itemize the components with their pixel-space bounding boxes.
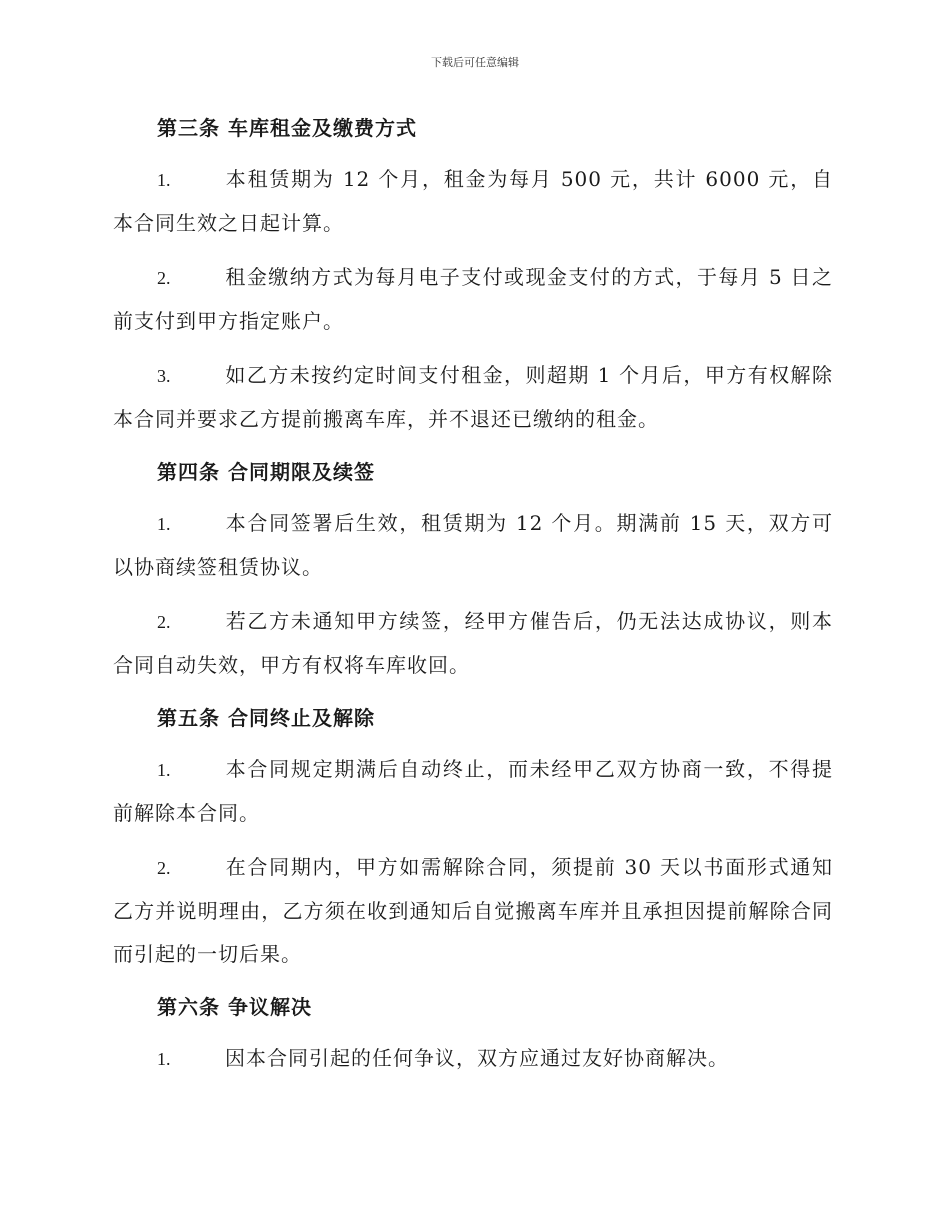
- section-title: 第三条 车库租金及缴费方式: [157, 116, 417, 140]
- clause-text: 本合同签署后生效，租赁期为 12 个月。期满前 15 天，双方可以协商续签租赁协议。: [113, 511, 833, 579]
- section-4: [113, 452, 833, 687]
- clause: [113, 158, 833, 245]
- section-title: 第六条 争议解决: [157, 995, 312, 1019]
- section-title: 第五条 合同终止及解除: [157, 706, 375, 730]
- clause-number: 1.: [157, 760, 171, 780]
- page-header: 下载后可任意编辑: [431, 56, 519, 69]
- clause-number: 2.: [157, 858, 171, 878]
- clause-number: 3.: [157, 366, 171, 386]
- clause-number: 2.: [157, 612, 171, 632]
- section-3: [113, 108, 833, 441]
- clause: [113, 1037, 833, 1081]
- clause-text: 租金缴纳方式为每月电子支付或现金支付的方式，于每月 5 日之前支付到甲方指定账户。: [113, 265, 833, 333]
- clause-text: 如乙方未按约定时间支付租金，则超期 1 个月后，甲方有权解除本合同并要求乙方提前搬离车库，并不退还已缴纳的租金。: [113, 363, 833, 431]
- section-title: 第四条 合同期限及续签: [157, 460, 375, 484]
- clause-text: 本合同规定期满后自动终止，而未经甲乙双方协商一致，不得提前解除本合同。: [113, 757, 833, 825]
- clause: [113, 600, 833, 687]
- clause-text: 本租赁期为 12 个月，租金为每月 500 元，共计 6000 元，自本合同生效之日起计算。: [113, 167, 833, 235]
- clause-text: 因本合同引起的任何争议，双方应通过友好协商解决。: [225, 1046, 729, 1070]
- clause: [113, 354, 833, 441]
- section-6: [113, 987, 833, 1081]
- clause: [113, 256, 833, 343]
- clause: [113, 748, 833, 835]
- clause-number: 2.: [157, 268, 171, 288]
- clause-number: 1.: [157, 170, 171, 190]
- clause: [113, 502, 833, 589]
- section-5: [113, 698, 833, 976]
- clause-text: 若乙方未通知甲方续签，经甲方催告后，仍无法达成协议，则本合同自动失效，甲方有权将车库收回。: [113, 609, 833, 677]
- document-body: [113, 108, 833, 1092]
- clause-number: 1.: [157, 1049, 171, 1069]
- clause: [113, 846, 833, 976]
- clause-text: 在合同期内，甲方如需解除合同，须提前 30 天以书面形式通知乙方并说明理由，乙方须在收到通知后自觉搬离车库并且承担因提前解除合同而引起的一切后果。: [113, 855, 833, 966]
- clause-number: 1.: [157, 514, 171, 534]
